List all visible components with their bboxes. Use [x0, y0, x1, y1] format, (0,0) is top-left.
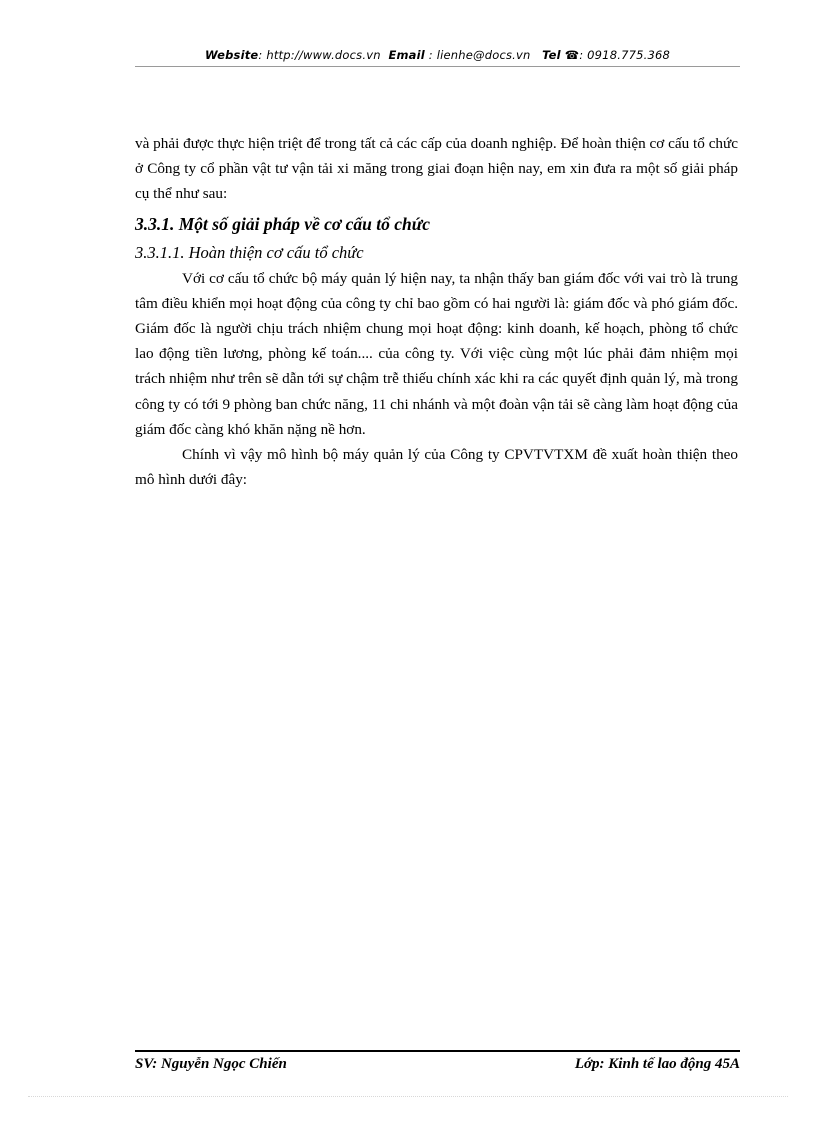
header-divider — [135, 66, 740, 67]
section-heading: 3.3.1. Một số giải pháp về cơ cấu tổ chức — [135, 213, 430, 234]
paragraph-intro: và phải được thực hiện triệt để trong tất cả các cấp của doanh nghiệp. Để hoàn thiện cơ cấu tổ chức ở Công ty cổ phần vật tư vận tải xi măng trong giai đoạn hiện nay, em xin đưa ra một số giải pháp cụ thể như sau: — [135, 135, 738, 203]
tel-value: : 0918.775.368 — [579, 48, 671, 62]
paragraph-proposal: Chính vì vậy mô hình bộ máy quản lý của Công ty CPVTVTXM đề xuất hoàn thiện theo mô hình dưới đây: — [135, 446, 738, 489]
tel-label: Tel — [542, 48, 561, 62]
page-header — [135, 48, 740, 62]
body-content — [135, 131, 738, 492]
email-value: : lienhe@docs.vn — [424, 48, 531, 62]
page-bottom-edge — [28, 1096, 788, 1097]
email-label: Email — [388, 48, 425, 62]
website-value: : http://www.docs.vn — [258, 48, 381, 62]
footer-divider — [135, 1050, 740, 1052]
footer-student-name: SV: Nguyễn Ngọc Chiến — [135, 1056, 287, 1072]
paragraph-structure: Với cơ cấu tổ chức bộ máy quản lý hiện nay, ta nhận thấy ban giám đốc với vai trò là trung tâm điều khiển mọi hoạt động của công ty chỉ bao gồm có hai người là: giám đốc và phó giám đốc. Giám đốc là người chịu trách nhiệm chung mọi hoạt động: kinh doanh, kế hoạch, phòng tổ chức lao động tiền lương, phòng kế toán.... của công ty. Với việc cùng một lúc phải đảm nhiệm mọi trách nhiệm như trên sẽ dẫn tới sự chậm trễ thiếu chính xác khi ra các quyết định quản lý, mà trong công ty có tới 9 phòng ban chức năng, 11 chi nhánh và một đoàn vận tải sẽ càng làm hoạt động của giám đốc càng khó khăn nặng nề hơn. — [135, 269, 738, 438]
website-label: Website — [204, 48, 259, 62]
subsection-heading: 3.3.1.1. Hoàn thiện cơ cấu tổ chức — [135, 242, 364, 262]
telephone-icon: ☎ — [564, 48, 580, 62]
footer-class-name: Lớp: Kinh tế lao động 45A — [574, 1056, 740, 1072]
